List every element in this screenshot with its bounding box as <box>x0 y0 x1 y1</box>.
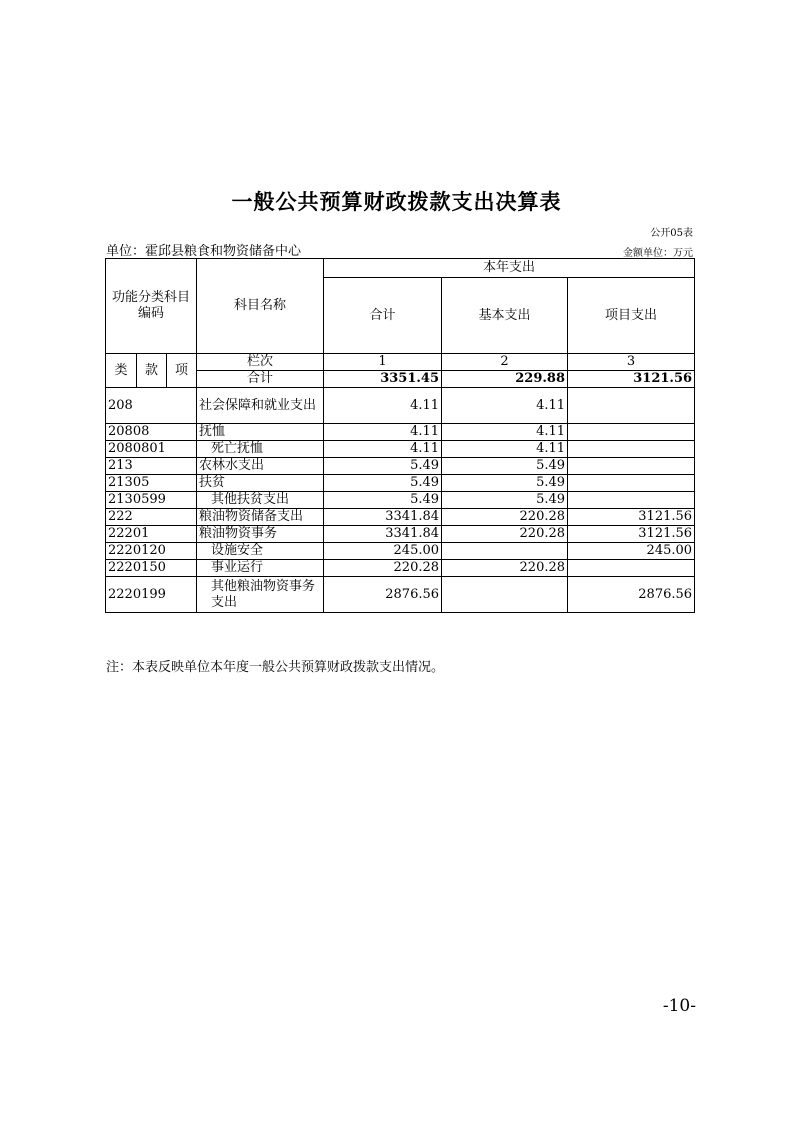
totals-label: 合计 <box>197 371 324 388</box>
unit-label: 单位：霍邱县粮食和物资储备中心 <box>106 244 302 259</box>
row-total: 5.49 <box>324 492 442 509</box>
row-name: 扶贫 <box>197 475 324 492</box>
row-basic: 220.28 <box>442 509 568 526</box>
row-code: 22201 <box>106 526 197 543</box>
row-project: 3121.56 <box>568 509 695 526</box>
table-row <box>106 543 695 560</box>
table-row <box>106 560 695 577</box>
table-row <box>106 458 695 475</box>
row-project <box>568 424 695 441</box>
table-row <box>106 492 695 509</box>
header-basic: 基本支出 <box>442 278 568 354</box>
table-row <box>106 509 695 526</box>
header-kuan: 款 <box>137 354 167 388</box>
header-col1: 1 <box>324 354 442 371</box>
expenditure-table <box>105 258 695 613</box>
row-name: 事业运行 <box>197 560 324 577</box>
row-basic: 4.11 <box>442 424 568 441</box>
row-basic: 220.28 <box>442 526 568 543</box>
row-name: 设施安全 <box>197 543 324 560</box>
row-project: 245.00 <box>568 543 695 560</box>
row-name: 死亡抚恤 <box>197 441 324 458</box>
row-total: 4.11 <box>324 388 442 424</box>
row-project: 3121.56 <box>568 526 695 543</box>
row-code: 2080801 <box>106 441 197 458</box>
row-basic: 220.28 <box>442 560 568 577</box>
row-basic: 5.49 <box>442 475 568 492</box>
table-row <box>106 526 695 543</box>
row-total: 3341.84 <box>324 526 442 543</box>
row-project: 2876.56 <box>568 577 695 613</box>
row-total: 5.49 <box>324 458 442 475</box>
row-basic: 5.49 <box>442 458 568 475</box>
row-basic <box>442 543 568 560</box>
row-project <box>568 441 695 458</box>
row-total: 220.28 <box>324 560 442 577</box>
row-basic <box>442 577 568 613</box>
header-col3: 3 <box>568 354 695 371</box>
header-xiang: 项 <box>167 354 197 388</box>
row-code: 222 <box>106 509 197 526</box>
page-number: -10- <box>662 996 696 1016</box>
row-total: 5.49 <box>324 475 442 492</box>
row-name: 社会保障和就业支出 <box>197 388 324 424</box>
row-name: 其他粮油物资事务支出 <box>197 577 324 613</box>
row-code: 2220120 <box>106 543 197 560</box>
row-name: 粮油物资事务 <box>197 526 324 543</box>
table-row <box>106 424 695 441</box>
header-col2: 2 <box>442 354 568 371</box>
table-row <box>106 475 695 492</box>
row-code: 20808 <box>106 424 197 441</box>
row-basic: 4.11 <box>442 441 568 458</box>
row-total: 2876.56 <box>324 577 442 613</box>
totals-project: 3121.56 <box>568 371 695 388</box>
row-code: 21305 <box>106 475 197 492</box>
row-code: 2220199 <box>106 577 197 613</box>
table-note: 注：本表反映单位本年度一般公共预算财政拨款支出情况。 <box>106 660 445 675</box>
row-code: 208 <box>106 388 197 424</box>
row-basic: 4.11 <box>442 388 568 424</box>
header-project: 项目支出 <box>568 278 695 354</box>
row-project <box>568 388 695 424</box>
document-title: 一般公共预算财政拨款支出决算表 <box>231 190 562 214</box>
header-lei: 类 <box>106 354 137 388</box>
row-project <box>568 475 695 492</box>
row-project <box>568 560 695 577</box>
row-total: 3341.84 <box>324 509 442 526</box>
form-code: 公开05表 <box>650 228 693 239</box>
row-name: 其他扶贫支出 <box>197 492 324 509</box>
header-current-year: 本年支出 <box>324 259 695 278</box>
row-total: 4.11 <box>324 424 442 441</box>
row-name: 粮油物资储备支出 <box>197 509 324 526</box>
row-code: 2130599 <box>106 492 197 509</box>
row-total: 245.00 <box>324 543 442 560</box>
table-row <box>106 577 695 613</box>
row-project <box>568 492 695 509</box>
totals-total: 3351.45 <box>324 371 442 388</box>
header-total: 合计 <box>324 278 442 354</box>
row-project <box>568 458 695 475</box>
row-code: 2220150 <box>106 560 197 577</box>
header-column-order: 栏次 <box>197 354 324 371</box>
money-unit-label: 金额单位：万元 <box>623 248 693 259</box>
row-code: 213 <box>106 458 197 475</box>
row-name: 抚恤 <box>197 424 324 441</box>
row-total: 4.11 <box>324 441 442 458</box>
table-row <box>106 388 695 424</box>
totals-basic: 229.88 <box>442 371 568 388</box>
row-basic: 5.49 <box>442 492 568 509</box>
header-func-class: 功能分类科目编码 <box>106 259 197 354</box>
header-subject-name: 科目名称 <box>197 259 324 354</box>
row-name: 农林水支出 <box>197 458 324 475</box>
table-row <box>106 441 695 458</box>
